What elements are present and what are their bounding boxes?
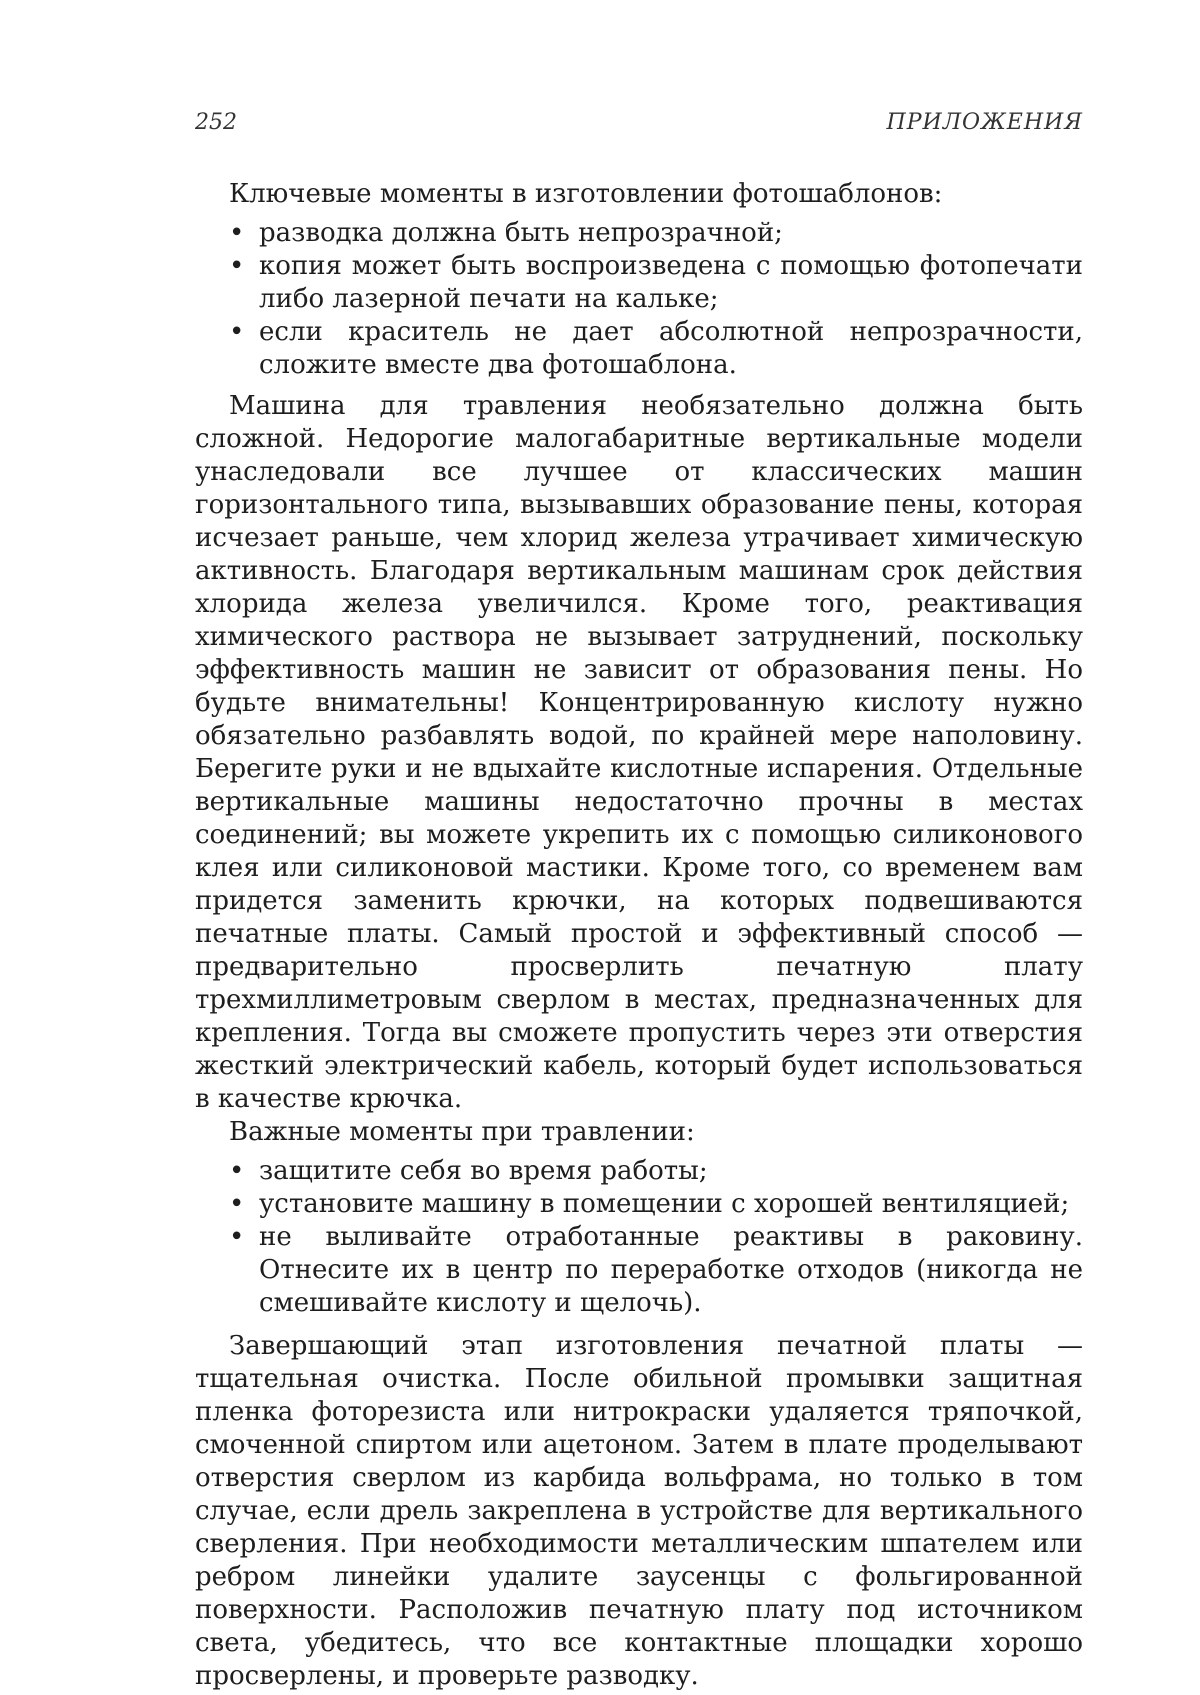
page-body: [195, 178, 1083, 1693]
list-item: • копия может быть воспроизведена с помощью фотопечати либо лазерной печати на кальке;: [229, 250, 1083, 316]
list-item: • установите машину в помещении с хорошей вентиляцией;: [229, 1188, 1083, 1221]
running-title: ПРИЛОЖЕНИЯ: [886, 110, 1083, 135]
list-item: • защитите себя во время работы;: [229, 1155, 1083, 1188]
list-item: • разводка должна быть непрозрачной;: [229, 217, 1083, 250]
photomask-bullet-list: [195, 217, 1083, 382]
paragraph-final-cleaning: Завершающий этап изготовления печатной платы — тщательная очистка. После обильной промывки защитная пленка фоторезиста или нитрокраски удаляется тряпочкой, смоченной спиртом или ацетоном. Затем в плате проделывают отверстия сверлом из карбида вольфрама, но только в том случае, если дрель закреплена в устройстве для вертикального сверления. При необходимости металлическим шпателем или ребром линейки удалите заусенцы с фольгированной поверхности. Расположив печатную плату под источником света, убедитесь, что все контактные площадки хорошо просверлены, и проверьте разводку.: [195, 1331, 1083, 1691]
page-header: [195, 110, 1083, 140]
list-item: • не выливайте отработанные реактивы в раковину. Отнесите их в центр по переработке отходов (никогда не смешивайте кислоту и щелочь).: [229, 1221, 1083, 1320]
list-item: • если краситель не дает абсолютной непрозрачности, сложите вместе два фотошаблона.: [229, 316, 1083, 382]
bullet-list-intro-photomasks: Ключевые моменты в изготовлении фотошаблонов:: [229, 179, 943, 209]
page-number: 252: [195, 110, 237, 135]
etching-bullet-list: [195, 1155, 1083, 1320]
bullet-list-intro-etching: Важные моменты при травлении:: [229, 1117, 695, 1147]
paragraph-etching-machine: Машина для травления необязательно должна быть сложной. Недорогие малогабаритные вертикальные модели унаследовали все лучшее от классических машин горизонтального типа, вызывавших образование пены, которая исчезает раньше, чем хлорид железа утрачивает химическую активность. Благодаря вертикальным машинам срок действия хлорида железа увеличился. Кроме того, реактивация химического раствора не вызывает затруднений, поскольку эффективность машин не зависит от образования пены. Но будьте внимательны! Концентрированную кислоту нужно обязательно разбавлять водой, по крайней мере наполовину. Берегите руки и не вдыхайте кислотные испарения. Отдельные вертикальные машины недостаточно прочны в местах соединений; вы можете укрепить их с помощью силиконового клея или силиконовой мастики. Кроме того, со временем вам придется заменить крючки, на которых подвешиваются печатные платы. Самый простой и эффективный способ — предварительно просверлить печатную плату трехмиллиметровым сверлом в местах, предназначенных для крепления. Тогда вы сможете пропустить через эти отверстия жесткий электрический кабель, который будет использоваться в качестве крючка.: [195, 391, 1083, 1114]
